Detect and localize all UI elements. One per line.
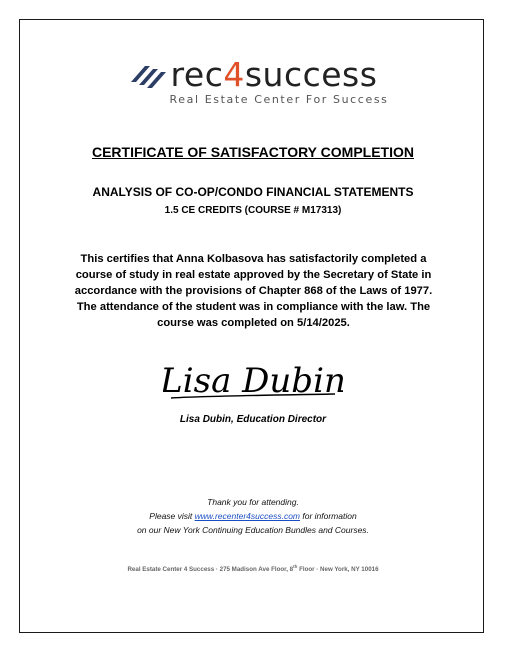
closing-note bbox=[0, 495, 506, 537]
brand-accent: 4 bbox=[223, 55, 245, 94]
brand-wordmark: rec4success bbox=[170, 55, 378, 94]
brand-tagline: Real Estate Center For Success bbox=[169, 93, 389, 106]
svg-text:Lisa Dubin: Lisa Dubin bbox=[163, 361, 343, 401]
certificate-title: CERTIFICATE OF SATISFACTORY COMPLETION bbox=[91, 144, 414, 160]
brand-logo bbox=[0, 55, 506, 106]
certification-statement: This certifies that Anna Kolbasova has satisfactorily completed a course of study in real estate approved by the Secretary of State in accordance with the provisions of Chapter 868 of the Laws of 1977. The attendance of the student was in compliance with the law. The course was completed on 5/14/2025. bbox=[74, 253, 433, 329]
signature-image bbox=[163, 356, 343, 406]
visit-line: Please visit www.recenter4success.com for information bbox=[149, 511, 357, 521]
logo-slashes-icon bbox=[129, 60, 167, 90]
footer-address: Real Estate Center 4 Success · 275 Madison Ave Floor, 8th Floor · New York, NY 10016 bbox=[127, 564, 379, 574]
signer-name: Lisa Dubin, Education Director bbox=[179, 414, 327, 425]
info-line: on our New York Continuing Education Bundles and Courses. bbox=[137, 525, 369, 535]
handwritten-signature bbox=[0, 356, 506, 411]
credits-line: 1.5 CE CREDITS (COURSE # M17313) bbox=[164, 205, 342, 216]
course-title: ANALYSIS OF CO-OP/CONDO FINANCIAL STATEMENTS bbox=[92, 185, 414, 199]
website-link[interactable]: www.recenter4success.com bbox=[194, 511, 300, 521]
thanks-line: Thank you for attending. bbox=[207, 497, 299, 507]
